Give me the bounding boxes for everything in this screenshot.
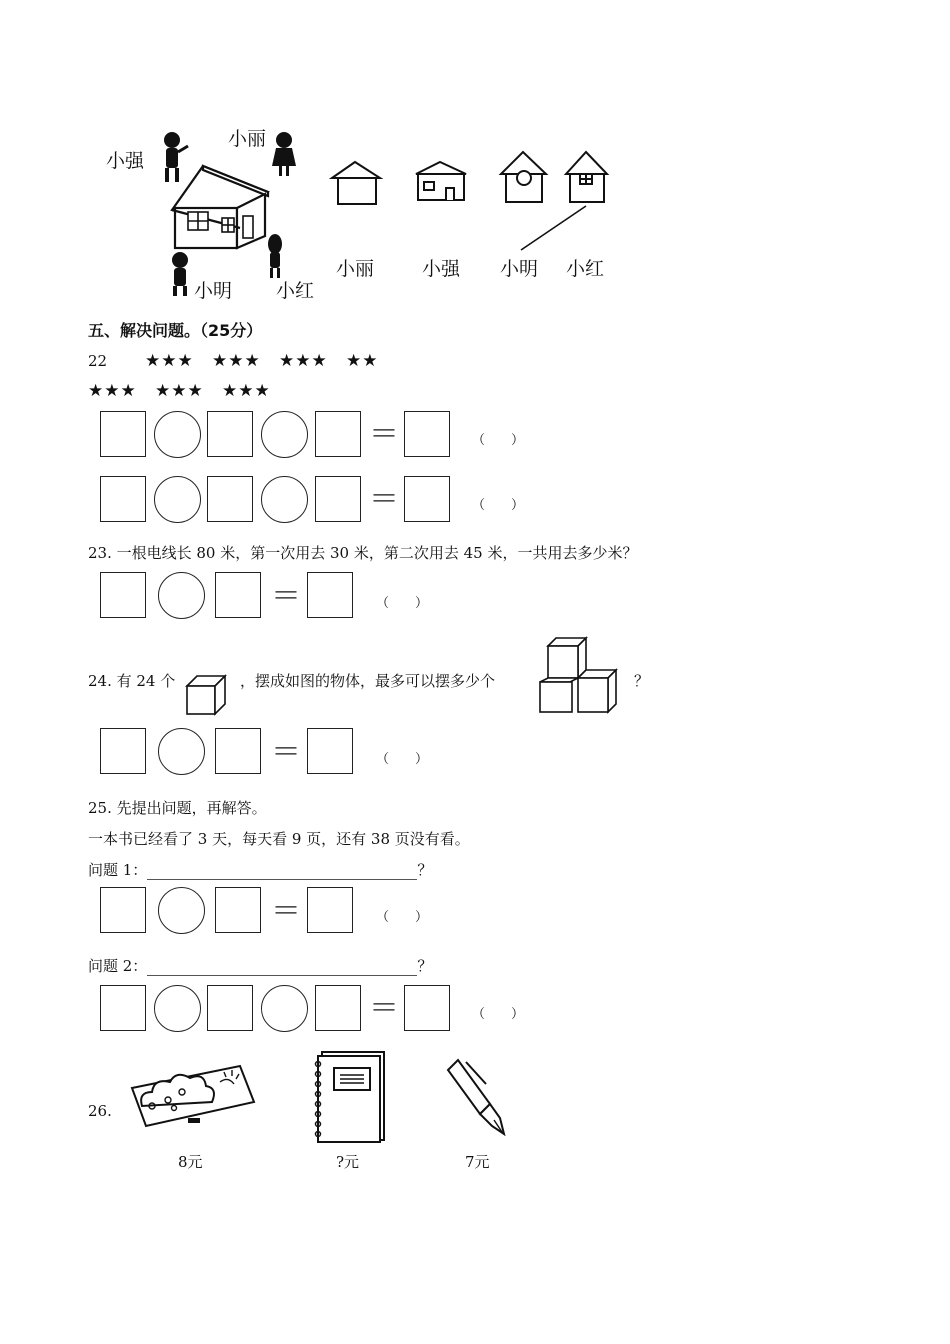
- answer-box[interactable]: [215, 887, 261, 933]
- answer-box[interactable]: [100, 985, 146, 1031]
- name-xiaoli: 小丽: [228, 128, 267, 150]
- result-box[interactable]: [404, 985, 450, 1031]
- star-group: ★★: [346, 351, 379, 371]
- operator-circle[interactable]: [154, 411, 201, 458]
- equals-sign: ＝: [369, 417, 399, 452]
- operator-circle[interactable]: [158, 887, 205, 934]
- house-label-2: 小强: [422, 258, 461, 280]
- q24-suffix: ？: [634, 672, 650, 690]
- section-title: 五、解决问题。（25分）: [88, 321, 263, 340]
- answer-box[interactable]: [215, 728, 261, 774]
- question-1-line: [88, 859, 432, 880]
- answer-box[interactable]: [207, 476, 253, 522]
- star-group: ★★★: [279, 351, 328, 371]
- answer-box[interactable]: [207, 985, 253, 1031]
- pen-icon: [442, 1056, 512, 1140]
- unit-paren[interactable]: （ ）: [472, 498, 525, 513]
- operator-circle[interactable]: [261, 476, 308, 523]
- unit-paren[interactable]: （ ）: [472, 433, 525, 448]
- equals-sign: ＝: [271, 735, 301, 770]
- answer-box[interactable]: [100, 411, 146, 457]
- operator-circle[interactable]: [154, 985, 201, 1032]
- q25-instruction: 25. 先提出问题，再解答。: [88, 799, 267, 817]
- house-label-4: 小红: [566, 258, 605, 280]
- unit-paren[interactable]: （ ）: [376, 752, 429, 767]
- pencil-case-icon: [128, 1062, 258, 1132]
- cube-stack-icon: [538, 636, 624, 716]
- q24-prefix: 24. 有 24 个: [88, 672, 176, 690]
- house-picture: [100, 118, 620, 304]
- name-xiaoming: 小明: [194, 280, 233, 302]
- result-box[interactable]: [404, 476, 450, 522]
- result-box[interactable]: [307, 887, 353, 933]
- operator-circle[interactable]: [158, 728, 205, 775]
- answer-box[interactable]: [315, 985, 361, 1031]
- house-label-3: 小明: [500, 258, 539, 280]
- name-xiaoqiang: 小强: [106, 150, 145, 172]
- question-1-label: 问题 1：: [88, 861, 148, 879]
- price-label: 7元: [465, 1153, 490, 1171]
- q26-number: 26.: [88, 1102, 112, 1120]
- unit-paren[interactable]: （ ）: [376, 910, 429, 925]
- star-group: ★★★: [88, 381, 137, 401]
- q24-middle: ，摆成如图的物体，最多可以摆多少个: [240, 672, 496, 690]
- operator-circle[interactable]: [154, 476, 201, 523]
- q22-number: 22: [88, 352, 108, 370]
- answer-box[interactable]: [100, 572, 146, 618]
- operator-circle[interactable]: [261, 411, 308, 458]
- name-xiaohong: 小红: [276, 280, 315, 302]
- operator-circle[interactable]: [158, 572, 205, 619]
- unit-paren[interactable]: （ ）: [472, 1007, 525, 1022]
- equals-sign: ＝: [271, 894, 301, 929]
- question-2-label: 问题 2：: [88, 957, 148, 975]
- equals-sign: ＝: [369, 991, 399, 1026]
- star-group: ★★★: [212, 351, 261, 371]
- result-box[interactable]: [307, 572, 353, 618]
- unit-paren[interactable]: （ ）: [376, 596, 429, 611]
- question-mark: ？: [417, 861, 433, 879]
- notebook-icon: [312, 1048, 388, 1144]
- answer-box[interactable]: [100, 887, 146, 933]
- question-2-input[interactable]: [147, 961, 417, 976]
- equals-sign: ＝: [369, 482, 399, 517]
- price-label: ?元: [336, 1153, 360, 1171]
- answer-box[interactable]: [100, 476, 146, 522]
- answer-box[interactable]: [207, 411, 253, 457]
- answer-box[interactable]: [100, 728, 146, 774]
- operator-circle[interactable]: [261, 985, 308, 1032]
- answer-box[interactable]: [315, 476, 361, 522]
- question-mark: ？: [417, 957, 433, 975]
- equals-sign: ＝: [271, 579, 301, 614]
- star-group: ★★★: [155, 381, 204, 401]
- cube-icon: [185, 674, 229, 716]
- answer-box[interactable]: [215, 572, 261, 618]
- question-1-input[interactable]: [147, 865, 417, 880]
- question-2-line: [88, 955, 432, 976]
- result-box[interactable]: [404, 411, 450, 457]
- house-label-1: 小丽: [336, 258, 375, 280]
- answer-box[interactable]: [315, 411, 361, 457]
- star-group: ★★★: [222, 381, 271, 401]
- star-group: ★★★: [145, 351, 194, 371]
- q25-problem: 一本书已经看了 3 天，每天看 9 页，还有 38 页没有看。: [88, 830, 470, 848]
- result-box[interactable]: [307, 728, 353, 774]
- price-label: 8元: [178, 1153, 203, 1171]
- q23-text: 23. 一根电线长 80 米，第一次用去 30 米，第二次用去 45 米，一共用去多少米？: [88, 544, 638, 562]
